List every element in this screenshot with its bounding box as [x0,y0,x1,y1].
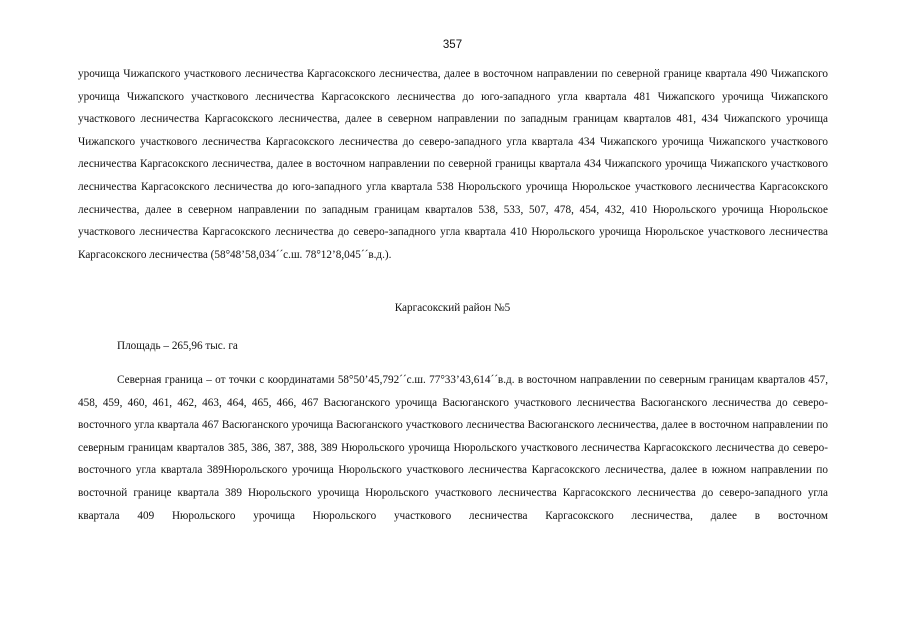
page-number: 357 [442,39,463,51]
north-boundary-paragraph: Северная граница – от точки с координатами 58°50’45,792´´с.ш. 77°33’43,614´´в.д. в восточном направлении по северным границам кварталов 457, 458, 459, 460, 461, 462, 463, 464, 465, 466, 467 Васюганского урочища Васюганского участкового лесничества Васюганского лесничества до северо-восточного угла квартала 467 Васюганского урочища Васюганского участкового лесничества Васюганского лесничества, далее в восточном направлении по северным границам кварталов 385, 386, 387, 388, 389 Нюрольского урочища Нюрольского участкового лесничества Каргасокского лесничества до северо-восточного угла квартала 389Нюрольского урочища Нюрольского участкового лесничества Каргасокского лесничества, далее в южном направлении по восточной границе квартала 389 Нюрольского урочища Нюрольского участкового лесничества Каргасокского лесничества до северо-западного угла квартала 409 Нюрольского урочища Нюрольского участкового лесничества Каргасокского лесничества, далее в восточном [78,374,828,522]
section-heading: Каргасокский район №5 [394,302,511,314]
area-line: Площадь – 265,96 тыс. га [117,340,238,352]
continued-paragraph: урочища Чижапского участкового лесничества Каргасокского лесничества, далее в восточном направлении по северной границе квартала 490 Чижапского урочища Чижапского участкового лесничества Каргасокского лесничества до юго-западного угла квартала 481 Чижапского урочища Чижапского участкового лесничества Каргасокского лесничества, далее в северном направлении по западным границам кварталов 481, 434 Чижапского урочища Чижапского участкового лесничества Каргасокского лесничества до северо-западного угла квартала 434 Чижапского урочища Чижапского участкового лесничества Каргасокского лесничества, далее в восточном направлении по северной границы квартала 434 Чижапского урочища Чижапского участкового лесничества Каргасокского лесничества до юго-западного угла квартала 538 Нюрольского урочища Нюрольское участкового лесничества Каргасокского лесничества, далее в северном направлении по западным границам кварталов 538, 533, 507, 478, 454, 432, 410 Нюрольского урочища Нюрольское участкового лесничества Каргасокского лесничества до северо-западного угла квартала 410 Нюрольского урочища Нюрольское участкового лесничества Каргасокского лесничества (58°48’58,034´´с.ш. 78°12’8,045´´в.д.). [78,68,828,261]
